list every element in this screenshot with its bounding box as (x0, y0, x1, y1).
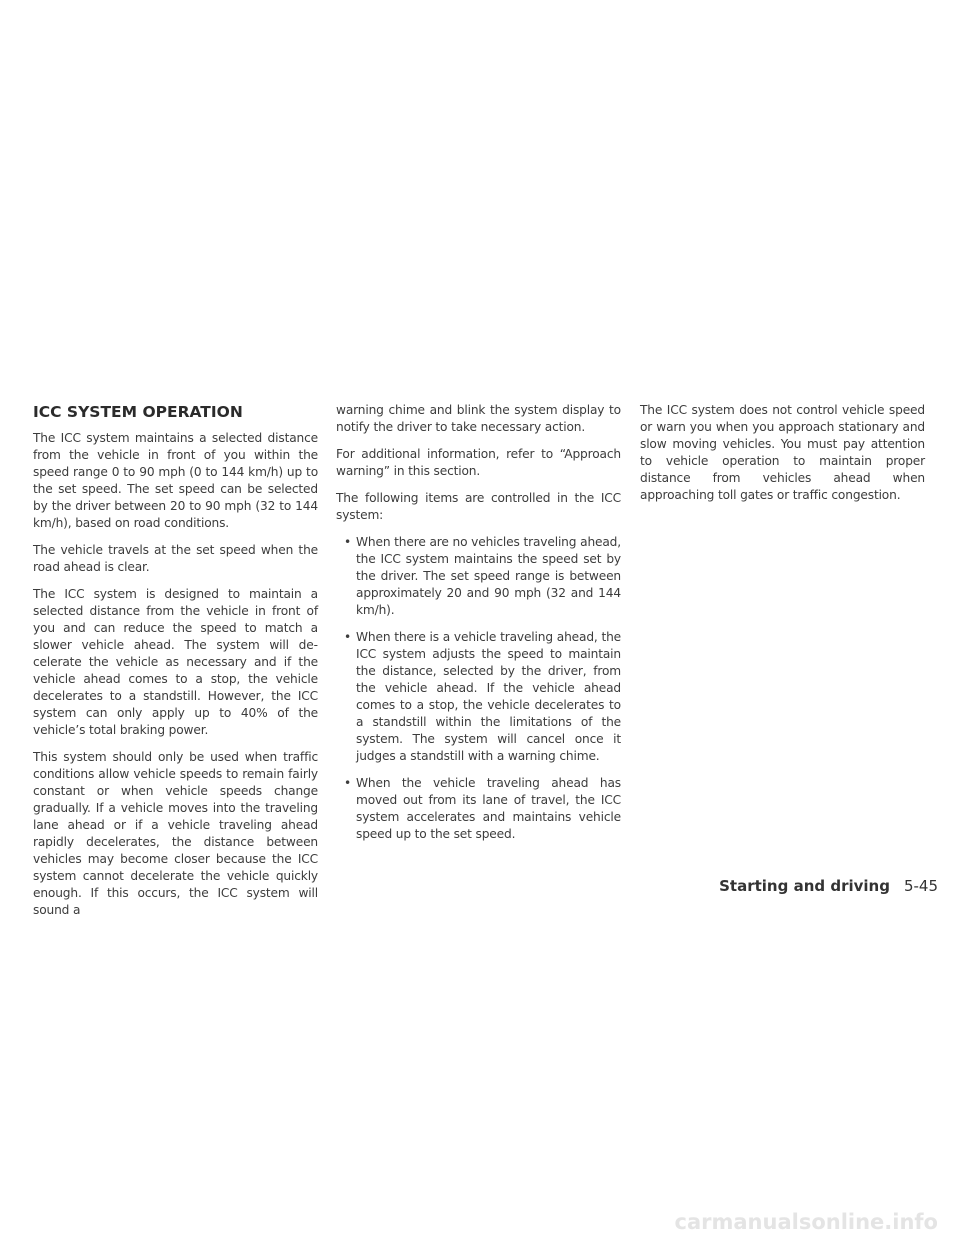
paragraph: The ICC system does not control vehicle speed or warn you when you approach stationary and slow moving vehicles. You must pay attention to vehicle operation to maintain proper distance from vehicles ahead when approaching toll gates or traffic congestion. (640, 403, 925, 502)
list-item (336, 534, 621, 619)
section-heading: ICC SYSTEM OPERATION (33, 403, 243, 421)
paragraph: This system should only be used when traffic conditions allow vehicle speeds to remain fairly constant or when vehicle speeds change gradually. If a vehicle moves into the traveling lane ahead or if a vehicle traveling ahead rapidly decelerates, the distance between vehicles may become closer because the ICC system cannot decelerate the vehicle quickly enough. If this occurs, the ICC system will sound a (33, 750, 318, 917)
list-item-text: When the vehicle traveling ahead has moved out from its lane of travel, the ICC system accelerates and maintains vehicle speed up to the set speed. (356, 776, 621, 841)
page-number: 5-45 (903, 877, 938, 895)
paragraph: warning chime and blink the system display to notify the driver to take necessary action. (336, 403, 621, 434)
bullet-icon: • (344, 535, 352, 549)
list-item-text: When there is a vehicle traveling ahead, the ICC system adjusts the speed to maintain the distance, selected by the driver, from the vehicle ahead. If the vehicle ahead comes to a stop, the vehicle decelerates to a standstill within the limitations of the system. The system will cancel once it judges a standstill with a warning chime. (356, 630, 621, 763)
paragraph: The following items are controlled in the ICC system: (336, 491, 621, 522)
bullet-list (336, 534, 621, 843)
page-footer (719, 876, 938, 896)
bullet-icon: • (344, 776, 352, 790)
paragraph: The vehicle travels at the set speed when the road ahead is clear. (33, 543, 318, 574)
column-right (640, 402, 925, 514)
column-left (33, 402, 318, 929)
list-item (336, 629, 621, 765)
watermark: carmanualsonline.info (674, 1210, 938, 1234)
list-item (336, 775, 621, 843)
paragraph: For additional information, refer to “Approach warning” in this section. (336, 447, 621, 478)
paragraph: The ICC system maintains a selected distance from the vehicle in front of you within the speed range 0 to 90 mph (0 to 144 km/h) up to the set speed. The set speed can be selected by the driver between 20 to 90 mph (32 to 144 km/h), based on road conditions. (33, 431, 318, 530)
bullet-icon: • (344, 630, 352, 644)
column-middle (336, 402, 621, 853)
footer-section-title: Starting and driving (719, 877, 890, 895)
list-item-text: When there are no vehicles traveling ahead, the ICC system maintains the speed set by the driver. The set speed range is between approximately 20 and 90 mph (32 and 144 km/h). (356, 535, 621, 617)
paragraph: The ICC system is designed to maintain a selected distance from the vehicle in front of you and can reduce the speed to match a slower vehicle ahead. The system will decelerate the vehicle as necessary and if the vehicle ahead comes to a stop, the vehicle decelerates to a standstill. However, the ICC system can only apply up to 40% of the vehicle’s total braking power. (33, 587, 318, 737)
